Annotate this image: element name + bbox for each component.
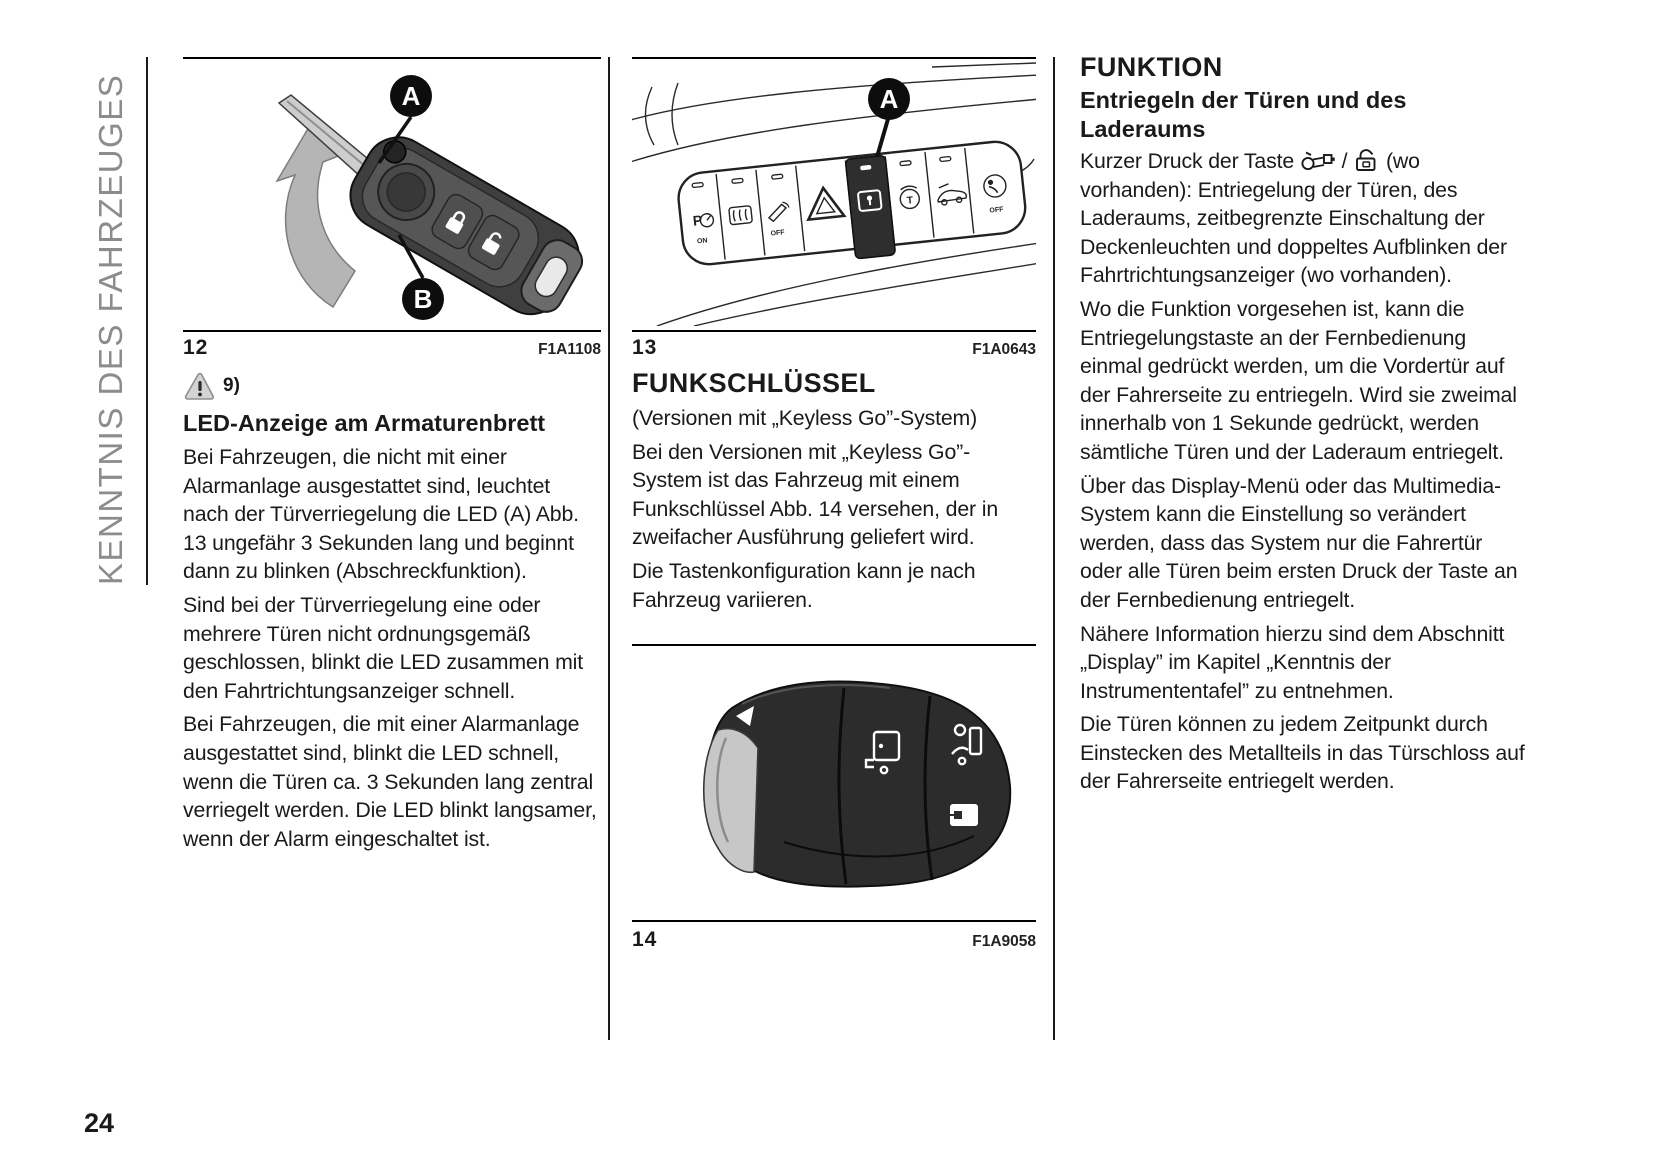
body-paragraph: Bei Fahrzeugen, die nicht mit einer Alarmanlage ausgestattet sind, leuchtet nach der Türverriegelung die LED (A) Abb. 13 ungefähr 3 Sekunden lang und beginnt dann zu blinken (Abschreckfunktion). bbox=[183, 445, 579, 584]
figure-14-caption bbox=[632, 928, 1036, 952]
figure-number: 13 bbox=[632, 336, 658, 359]
body-paragraph: Die Tastenkonfiguration kann je nach Fahrzeug variieren. bbox=[632, 558, 976, 612]
figure-code: F1A0643 bbox=[972, 341, 1036, 358]
flip-key-illustration bbox=[183, 59, 601, 326]
body-paragraph-with-icons bbox=[1080, 146, 1526, 290]
section-body-led bbox=[183, 443, 601, 858]
column-divider bbox=[608, 57, 610, 1040]
page-number: 24 bbox=[84, 1108, 115, 1138]
body-paragraph: Bei den Versionen mit „Keyless Go”-System ist das Fahrzeug mit einem Funkschlüssel Abb. 14 versehen, der in zweifacher Ausführung geliefert wird. bbox=[632, 439, 999, 550]
icon-separator: / bbox=[1335, 149, 1354, 173]
body-paragraph: (Versionen mit „Keyless Go”-System) bbox=[632, 406, 978, 430]
figure-12 bbox=[183, 57, 601, 332]
callout-a-label: A bbox=[879, 84, 899, 114]
figure-number: 12 bbox=[183, 336, 209, 359]
svg-text:OFF: OFF bbox=[770, 229, 785, 238]
warning-triangle-icon bbox=[183, 372, 215, 400]
svg-text:ON: ON bbox=[696, 237, 708, 246]
chapter-sidebar-label: KENNTNIS DES FAHRZEUGES bbox=[92, 73, 129, 585]
svg-text:P: P bbox=[692, 211, 704, 229]
sidebar-divider bbox=[146, 57, 148, 585]
figure-code: F1A1108 bbox=[538, 341, 601, 358]
fob-metal-insert bbox=[704, 729, 758, 873]
body-paragraph: Nähere Information hierzu sind dem Abschnitt „Display” im Kapitel „Kenntnis der Instrumententafel” zu entnehmen. bbox=[1080, 621, 1505, 703]
section-body-funktion bbox=[1080, 146, 1526, 801]
figure-number: 14 bbox=[632, 928, 658, 951]
section-subheading-entriegeln: Entriegeln der Türen und des Laderaums bbox=[1080, 87, 1407, 142]
callout-a-label: A bbox=[401, 81, 421, 111]
body-paragraph: Wo die Funktion vorgesehen ist, kann die Entriegelungstaste an der Fernbedienung einmal gedrückt werden, um die Vordertür auf der Fahrerseite zu entriegeln. Wird sie zweimal innerhalb von 1 Sekunde gedrückt, werden sämtliche Türen und der Laderaum entriegelt. bbox=[1080, 296, 1517, 464]
text-after-icons: (wo vorhanden): Entriegelung der Türen, des Laderaums, zeitbegrenzte Einschaltung der Deckenleuchten und doppeltes Aufblinken der Fahrtrichtungsanzeiger (wo vorhanden). bbox=[1080, 149, 1507, 288]
body-paragraph: Die Türen können zu jedem Zeitpunkt durch Einstecken des Metallteils in das Türschloss auf der Fahrerseite entriegelt werden. bbox=[1080, 712, 1525, 794]
svg-text:OFF: OFF bbox=[989, 206, 1004, 215]
note-reference bbox=[183, 372, 240, 400]
figure-14 bbox=[632, 646, 1036, 922]
body-paragraph: Bei Fahrzeugen, die mit einer Alarmanlage ausgestattet sind, blinkt die LED schnell, wenn die Türen ca. 3 Sekunden lang zentral verriegelt werden. Die LED blinkt langsamer, wenn der Alarm eingeschaltet ist. bbox=[183, 712, 597, 851]
figure-code: F1A9058 bbox=[972, 933, 1036, 950]
fob-fuel-flap-icon bbox=[950, 804, 978, 826]
section-body-funkschluessel bbox=[632, 404, 1036, 619]
note-number: 9) bbox=[223, 375, 240, 396]
section-heading-led: LED-Anzeige am Armaturenbrett bbox=[183, 410, 546, 436]
body-paragraph: Über das Display-Menü oder das Multimedia-System kann die Einstellung so verändert werden, dass das System nur die Fahrertür oder alle Türen beim ersten Druck der Taste an der Fernbedienung entriegelt. bbox=[1080, 473, 1518, 612]
dashboard-switch-panel-illustration bbox=[632, 59, 1036, 326]
open-padlock-icon bbox=[1353, 146, 1380, 173]
figure-12-caption bbox=[183, 336, 601, 360]
text-before-icons: Kurzer Druck der Taste bbox=[1080, 149, 1300, 173]
callout-b-label: B bbox=[413, 284, 433, 314]
body-paragraph: Sind bei der Türverriegelung eine oder mehrere Türen nicht ordnungsgemäß geschlossen, blinkt die LED zusammen mit den Fahrtrichtungsanzeiger schnell. bbox=[183, 592, 584, 703]
keyless-fob-illustration bbox=[632, 646, 1036, 918]
key-body bbox=[338, 125, 594, 326]
section-heading-funkschluessel: FUNKSCHLÜSSEL bbox=[632, 368, 876, 398]
section-heading-funktion: FUNKTION bbox=[1080, 52, 1223, 82]
figure-13-caption bbox=[632, 336, 1036, 360]
figure-13 bbox=[632, 57, 1036, 332]
svg-text:T: T bbox=[906, 195, 914, 207]
column-divider bbox=[1053, 57, 1055, 1040]
remote-key-unlock-icon bbox=[1300, 148, 1336, 173]
